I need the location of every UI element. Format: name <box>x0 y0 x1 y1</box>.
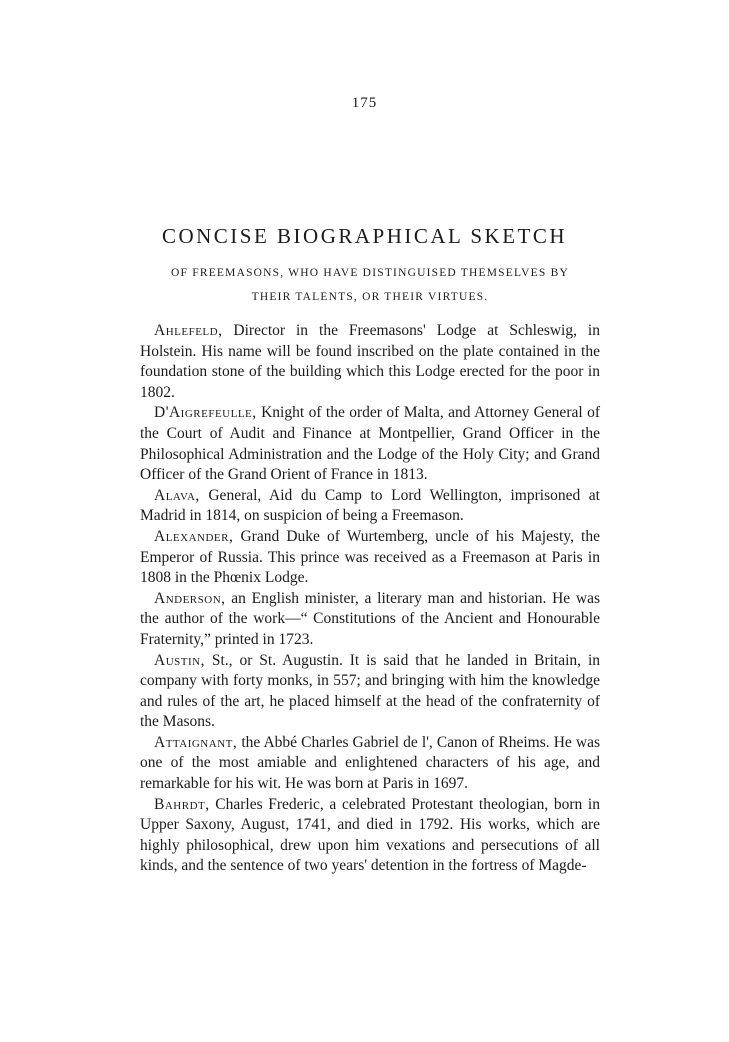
entry-text: General, Aid du Camp to Lord Wellington, imprisoned at Madrid in 1814, on suspicion of being a Freemason. <box>140 486 600 525</box>
entry-text: Grand Duke of Wurtemberg, uncle of his Majesty, the Emperor of Russia. This prince was received as a Freemason at Paris in 1808 in the Phœnix Lodge. <box>140 527 600 587</box>
entry-name: Anderson, <box>154 589 226 607</box>
entry-text: Charles Frederic, a celebrated Protestant theologian, born in Upper Saxony, August, 1741, and died in 1792. His works, which are highly philosophical, drew upon him vexations and persecutions of all kinds, and the sentence of two years' detention in the fortress of Magde- <box>140 795 600 875</box>
entry-name: Austin, <box>154 651 205 669</box>
entry-attaignant <box>140 733 600 795</box>
entry-name: Alexander, <box>154 527 234 545</box>
entry-bahrdt <box>140 795 600 877</box>
entry-text: Knight of the order of Malta, and Attorney General of the Court of Audit and Finance at Montpellier, Grand Officer in the Philosophical Administration and the Lodge of the Holy City; and Grand Officer of the Grand Orient of France in 1813. <box>140 404 600 484</box>
entry-aigrefeulle <box>140 403 600 485</box>
subtitle-line: OF FREEMASONS, WHO HAVE DISTINGUISED THEMSELVES BY <box>171 267 569 279</box>
subtitle-line: THEIR TALENTS, OR THEIR VIRTUES. <box>251 291 489 303</box>
entry-text: an English minister, a literary man and historian. He was the author of the work—“ Constitutions of the Ancient and Honourable Fraternity,” printed in 1723. <box>140 589 600 648</box>
page-number: 175 <box>351 95 378 111</box>
entry-alava <box>140 486 600 527</box>
section-title: CONCISE BIOGRAPHICAL SKETCH <box>161 224 568 248</box>
entry-name: Ahlefeld, <box>154 322 223 339</box>
entry-text: St., or St. Augustin. It is said that he landed in Britain, in company with forty monks, in 557; and bringing with him the knowledge and rules of the art, he placed himself at the head of the confraternity of the Masons. <box>140 651 600 731</box>
entry-alexander <box>140 527 600 589</box>
entry-austin <box>140 651 600 733</box>
entry-text: the Abbé Charles Gabriel de l', Canon of Rheims. He was one of the most amiable and enlightened characters of his age, and remarkable for his wit. He was born at Paris in 1697. <box>140 733 600 793</box>
entry-ahlefeld <box>140 321 600 403</box>
section-subtitle <box>140 261 600 309</box>
entry-name: Alava, <box>154 486 200 504</box>
biography-entries <box>140 321 600 877</box>
entry-text: Director in the Freemasons' Lodge at Schleswig, in Holstein. His name will be found inscribed on the plate contained in the foundation stone of the building which this Lodge erected for the poor in 1802. <box>140 322 600 401</box>
entry-anderson <box>140 589 600 651</box>
entry-name: D'Aigrefeulle, <box>154 404 257 422</box>
entry-name: Attaignant, <box>154 733 238 751</box>
entry-name: Bahrdt, <box>154 795 210 813</box>
